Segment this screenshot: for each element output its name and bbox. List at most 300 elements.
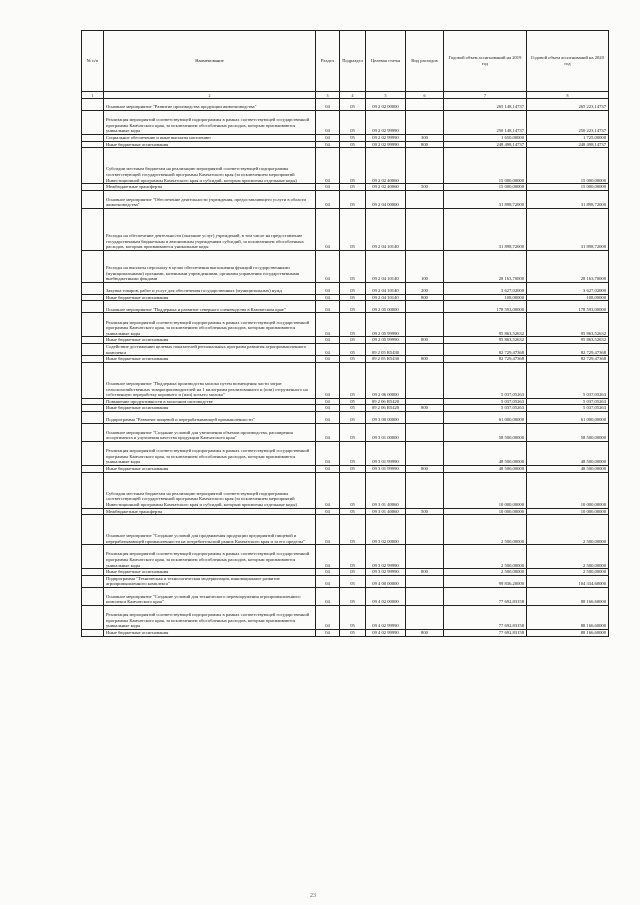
- cell-num: [82, 605, 104, 629]
- cell-razdel: 04: [316, 148, 340, 184]
- cell-num: [82, 569, 104, 576]
- table-row: [82, 111, 609, 135]
- cell-vid: [406, 301, 444, 313]
- cell-name: Иные бюджетные ассигнования: [104, 141, 316, 148]
- cell-vid: [406, 343, 444, 355]
- cell-sum2020: 58 500,00000: [527, 423, 609, 441]
- cell-sum2019: 82 729,47368: [444, 343, 527, 355]
- col-number: 1: [82, 92, 104, 99]
- cell-podrazdel: 05: [340, 356, 366, 363]
- cell-sum2019: 178 593,00000: [444, 301, 527, 313]
- table-row: [82, 294, 609, 301]
- cell-sum2020: 15 000,00000: [527, 148, 609, 184]
- cell-name: Подпрограмма "Развитие пищевой и перерабатывающей промышленности": [104, 411, 316, 423]
- cell-razdel: 04: [316, 508, 340, 515]
- cell-sum2019: 2 500,00000: [444, 545, 527, 569]
- table-row: [82, 405, 609, 412]
- cell-celevaya: 09 2 02 40060: [366, 184, 406, 191]
- cell-celevaya: 09 3 01 99990: [366, 441, 406, 465]
- cell-sum2020: 265 223,14737: [527, 99, 609, 111]
- cell-name: Основное мероприятие "Создание условий для увеличения объемов производства, расширения ассортимента и улучшения качества продукции Камчатского края": [104, 423, 316, 441]
- cell-razdel: 04: [316, 629, 340, 636]
- cell-num: [82, 337, 104, 344]
- cell-sum2020: 2 500,00000: [527, 545, 609, 569]
- cell-vid: 300: [406, 135, 444, 142]
- cell-razdel: 04: [316, 250, 340, 282]
- cell-name: Реализация мероприятий соответствующей подпрограммы в рамках соответствующей государственной программы Камчатского края, за исключением обособленных расходов, которым присваиваются уникальные коды: [104, 545, 316, 569]
- cell-sum2019: 250 148,14737: [444, 111, 527, 135]
- header-razdel: Раздел: [316, 31, 340, 92]
- cell-num: [82, 301, 104, 313]
- cell-num: [82, 148, 104, 184]
- cell-sum2019: 10 000,00000: [444, 472, 527, 508]
- cell-podrazdel: 05: [340, 313, 366, 337]
- table-body: [82, 99, 609, 637]
- table-row: [82, 141, 609, 148]
- col-number: 2: [104, 92, 316, 99]
- cell-vid: [406, 545, 444, 569]
- cell-sum2020: 2 500,00000: [527, 515, 609, 545]
- cell-sum2019: 82 729,47368: [444, 356, 527, 363]
- cell-podrazdel: 05: [340, 629, 366, 636]
- cell-celevaya: 09 3 02 00000: [366, 515, 406, 545]
- cell-name: Реализация мероприятий соответствующей подпрограммы в рамках соответствующей государственной программы Камчатского края, за исключением обособленных расходов, которым присваиваются уникальные коды: [104, 111, 316, 135]
- cell-celevaya: 09 3 01 99990: [366, 465, 406, 472]
- cell-sum2019: 2 500,00000: [444, 515, 527, 545]
- col-number: 7: [444, 92, 527, 99]
- cell-num: [82, 362, 104, 398]
- table-row: [82, 148, 609, 184]
- cell-sum2019: 15 000,00000: [444, 184, 527, 191]
- header-sum2019: Годовой объем ассигнований на 2019 год: [444, 31, 527, 92]
- cell-num: [82, 465, 104, 472]
- cell-podrazdel: 05: [340, 465, 366, 472]
- table-row: [82, 135, 609, 142]
- cell-num: [82, 423, 104, 441]
- cell-sum2019: 31 898,72000: [444, 208, 527, 250]
- cell-name: Основное мероприятие "Развитие производства продукции животноводства": [104, 99, 316, 111]
- cell-num: [82, 356, 104, 363]
- cell-sum2020: 5 037,05263: [527, 362, 609, 398]
- cell-sum2019: 77 692,83158: [444, 605, 527, 629]
- cell-sum2019: 95 863,52632: [444, 337, 527, 344]
- cell-vid: [406, 99, 444, 111]
- cell-num: [82, 587, 104, 605]
- cell-sum2020: 248 498,14737: [527, 141, 609, 148]
- cell-vid: 800: [406, 629, 444, 636]
- cell-podrazdel: 05: [340, 190, 366, 208]
- cell-num: [82, 111, 104, 135]
- table-row: [82, 343, 609, 355]
- table-row: [82, 605, 609, 629]
- cell-vid: 100: [406, 250, 444, 282]
- cell-sum2019: 77 692,83158: [444, 587, 527, 605]
- cell-num: [82, 135, 104, 142]
- cell-celevaya: 09 2 05 00000: [366, 301, 406, 313]
- cell-num: [82, 208, 104, 250]
- cell-sum2020: 178 593,00000: [527, 301, 609, 313]
- cell-vid: [406, 208, 444, 250]
- cell-razdel: 04: [316, 398, 340, 405]
- cell-razdel: 04: [316, 545, 340, 569]
- cell-sum2020: 15 000,00000: [527, 184, 609, 191]
- cell-vid: [406, 190, 444, 208]
- cell-celevaya: 09 3 01 40060: [366, 508, 406, 515]
- table-row: [82, 569, 609, 576]
- cell-razdel: 04: [316, 208, 340, 250]
- cell-celevaya: 09 2 02 99990: [366, 111, 406, 135]
- table-row: [82, 508, 609, 515]
- cell-sum2020: 31 898,72000: [527, 208, 609, 250]
- cell-razdel: 04: [316, 141, 340, 148]
- header-num: № п/п: [82, 31, 104, 92]
- cell-razdel: 04: [316, 190, 340, 208]
- cell-num: [82, 508, 104, 515]
- cell-razdel: 04: [316, 135, 340, 142]
- cell-sum2019: 5 037,05263: [444, 362, 527, 398]
- cell-name: Реализация мероприятий соответствующей подпрограммы в рамках соответствующей государственной программы Камчатского края, за исключением обособленных расходов, которым присваиваются уникальные коды: [104, 605, 316, 629]
- cell-celevaya: 09 2 04 10140: [366, 250, 406, 282]
- cell-num: [82, 398, 104, 405]
- cell-num: [82, 99, 104, 111]
- cell-celevaya: 09 4 02 99990: [366, 629, 406, 636]
- cell-celevaya: 09 4 02 99990: [366, 605, 406, 629]
- table-row: [82, 575, 609, 587]
- cell-name: Основное мероприятие "Поддержка производства молока путем возмещения части затрат сельскохозяйственных товаропроизводителей на 1 килограмм реализованного и (или) отгруженного на собственную переработку коровьего и (или) козьего молока": [104, 362, 316, 398]
- cell-podrazdel: 05: [340, 423, 366, 441]
- cell-razdel: 04: [316, 605, 340, 629]
- cell-sum2019: 248 498,14737: [444, 141, 527, 148]
- cell-razdel: 04: [316, 313, 340, 337]
- cell-podrazdel: 05: [340, 569, 366, 576]
- cell-vid: 800: [406, 569, 444, 576]
- cell-name: Иные бюджетные ассигнования: [104, 405, 316, 412]
- cell-sum2019: 1 650,00000: [444, 135, 527, 142]
- table-row: [82, 184, 609, 191]
- cell-celevaya: 09 2 04 00000: [366, 190, 406, 208]
- cell-celevaya: 09 3 02 99990: [366, 545, 406, 569]
- cell-podrazdel: 05: [340, 148, 366, 184]
- cell-celevaya: 09 2 06 R5420: [366, 405, 406, 412]
- cell-podrazdel: 05: [340, 362, 366, 398]
- cell-celevaya: 09 3 01 40060: [366, 472, 406, 508]
- cell-podrazdel: 05: [340, 135, 366, 142]
- cell-razdel: 04: [316, 294, 340, 301]
- cell-sum2020: 10 000,00000: [527, 508, 609, 515]
- cell-sum2020: 250 223,14737: [527, 111, 609, 135]
- cell-vid: 500: [406, 184, 444, 191]
- table-row: [82, 337, 609, 344]
- cell-sum2019: 48 500,00000: [444, 441, 527, 465]
- cell-celevaya: 09 2 02 40060: [366, 148, 406, 184]
- header-name: Наименование: [104, 31, 316, 92]
- cell-sum2020: 61 000,00000: [527, 411, 609, 423]
- cell-podrazdel: 05: [340, 405, 366, 412]
- cell-name: Основное мероприятие "Создание условий для технического перевооружения агропромышленного комплекса Камчатского края": [104, 587, 316, 605]
- cell-sum2020: 28 163,70000: [527, 250, 609, 282]
- cell-sum2019: 265 148,14737: [444, 99, 527, 111]
- cell-podrazdel: 05: [340, 575, 366, 587]
- cell-razdel: 04: [316, 111, 340, 135]
- cell-celevaya: 09 2 05 99990: [366, 337, 406, 344]
- cell-podrazdel: 05: [340, 472, 366, 508]
- cell-razdel: 04: [316, 184, 340, 191]
- cell-name: Межбюджетные трансферты: [104, 508, 316, 515]
- cell-num: [82, 575, 104, 587]
- cell-razdel: 04: [316, 515, 340, 545]
- cell-sum2020: 82 729,47368: [527, 343, 609, 355]
- cell-podrazdel: 05: [340, 111, 366, 135]
- cell-celevaya: 09 3 01 00000: [366, 423, 406, 441]
- col-number: 3: [316, 92, 340, 99]
- cell-razdel: 04: [316, 405, 340, 412]
- cell-name: Субсидии местным бюджетам на реализацию мероприятий соответствующей подпрограммы соответствующей государственной программы Камчатского края (за исключением мероприятий Инвестиционной программы Камчатского края и субсидий, которым присвоены отдельные коды): [104, 148, 316, 184]
- table-row: [82, 208, 609, 250]
- cell-sum2019: 95 863,52632: [444, 313, 527, 337]
- cell-podrazdel: 05: [340, 337, 366, 344]
- cell-razdel: 04: [316, 441, 340, 465]
- cell-celevaya: 09 4 02 00000: [366, 587, 406, 605]
- page-number: 23: [310, 893, 316, 899]
- cell-celevaya: 09 2 06 00000: [366, 362, 406, 398]
- cell-sum2020: 31 898,72000: [527, 190, 609, 208]
- cell-celevaya: 09 2 04 10140: [366, 294, 406, 301]
- cell-vid: [406, 111, 444, 135]
- cell-podrazdel: 05: [340, 605, 366, 629]
- table-row: [82, 629, 609, 636]
- cell-num: [82, 184, 104, 191]
- cell-podrazdel: 05: [340, 508, 366, 515]
- cell-vid: [406, 575, 444, 587]
- cell-name: Основное мероприятие "Поддержка и развитие северного оленеводства в Камчатском крае": [104, 301, 316, 313]
- cell-razdel: 04: [316, 587, 340, 605]
- cell-name: Основное мероприятие "Создание условий для продвижения продукции предприятий пищевой и перерабатывающей промышленности на потребительский рынок Камчатского края и за его пределы": [104, 515, 316, 545]
- cell-sum2019: 61 000,00000: [444, 411, 527, 423]
- cell-vid: [406, 148, 444, 184]
- cell-sum2019: 99 836,20000: [444, 575, 527, 587]
- table-row: [82, 545, 609, 569]
- cell-sum2020: 108,00000: [527, 294, 609, 301]
- cell-celevaya: 09 2 05 R5430: [366, 343, 406, 355]
- cell-vid: 800: [406, 465, 444, 472]
- cell-name: Социальное обеспечение и иные выплаты населению: [104, 135, 316, 142]
- cell-podrazdel: 05: [340, 99, 366, 111]
- cell-vid: 800: [406, 356, 444, 363]
- cell-name: Межбюджетные трансферты: [104, 184, 316, 191]
- header-sum2020: Годовой объем ассигнований на 2020 год: [527, 31, 609, 92]
- cell-name: Реализация мероприятий соответствующей подпрограммы в рамках соответствующей государственной программы Камчатского края, за исключением обособленных расходов, которым присваиваются уникальные коды: [104, 441, 316, 465]
- cell-vid: 800: [406, 141, 444, 148]
- cell-sum2019: 48 500,00000: [444, 465, 527, 472]
- cell-name: Закупка товаров, работ и услуг для обеспечения государственных (муниципальных) нужд: [104, 282, 316, 294]
- cell-celevaya: 09 2 05 99990: [366, 313, 406, 337]
- cell-sum2019: 77 692,83158: [444, 629, 527, 636]
- cell-sum2020: 88 166,60000: [527, 605, 609, 629]
- cell-sum2020: 5 037,05263: [527, 405, 609, 412]
- cell-vid: [406, 441, 444, 465]
- cell-podrazdel: 05: [340, 398, 366, 405]
- table-row: [82, 465, 609, 472]
- cell-vid: 800: [406, 337, 444, 344]
- cell-sum2020: 48 500,00000: [527, 465, 609, 472]
- cell-podrazdel: 05: [340, 587, 366, 605]
- cell-num: [82, 441, 104, 465]
- cell-vid: [406, 411, 444, 423]
- cell-sum2019: 28 163,70000: [444, 250, 527, 282]
- cell-name: Содействие достижению целевых показателей региональных программ развития агропромышленного комплекса: [104, 343, 316, 355]
- cell-celevaya: 09 2 04 10140: [366, 208, 406, 250]
- cell-num: [82, 313, 104, 337]
- cell-vid: [406, 362, 444, 398]
- column-number-row: [82, 92, 609, 99]
- cell-num: [82, 250, 104, 282]
- table-row: [82, 515, 609, 545]
- table-row: [82, 301, 609, 313]
- cell-razdel: 04: [316, 362, 340, 398]
- cell-vid: 800: [406, 405, 444, 412]
- cell-podrazdel: 05: [340, 141, 366, 148]
- cell-num: [82, 629, 104, 636]
- cell-num: [82, 405, 104, 412]
- cell-name: Основное мероприятие "Обеспечение деятельности учреждения, предоставляющего услуги в области животноводства": [104, 190, 316, 208]
- cell-podrazdel: 05: [340, 411, 366, 423]
- cell-vid: [406, 515, 444, 545]
- cell-razdel: 04: [316, 569, 340, 576]
- cell-podrazdel: 05: [340, 294, 366, 301]
- cell-celevaya: 09 3 02 99990: [366, 569, 406, 576]
- cell-vid: [406, 423, 444, 441]
- cell-sum2019: 5 037,05263: [444, 405, 527, 412]
- cell-name: Иные бюджетные ассигнования: [104, 356, 316, 363]
- cell-name: Иные бюджетные ассигнования: [104, 465, 316, 472]
- cell-celevaya: 09 4 00 00000: [366, 575, 406, 587]
- cell-sum2020: 10 000,00000: [527, 472, 609, 508]
- cell-vid: 200: [406, 282, 444, 294]
- cell-razdel: 04: [316, 465, 340, 472]
- cell-podrazdel: 05: [340, 208, 366, 250]
- cell-vid: [406, 587, 444, 605]
- col-number: 6: [406, 92, 444, 99]
- cell-podrazdel: 05: [340, 184, 366, 191]
- cell-sum2020: 95 863,52632: [527, 313, 609, 337]
- table-row: [82, 423, 609, 441]
- table-row: [82, 587, 609, 605]
- cell-razdel: 04: [316, 343, 340, 355]
- cell-name: Расходы на обеспечение деятельности (оказание услуг) учреждений, в том числе на предоставление государственным бюджетным и автономным учреждениям субсидий, за исключением обособленных расходов, которым присваиваются уникальные коды: [104, 208, 316, 250]
- cell-sum2019: 10 000,00000: [444, 508, 527, 515]
- cell-name: Иные бюджетные ассигнования: [104, 629, 316, 636]
- table-row: [82, 362, 609, 398]
- cell-vid: [406, 605, 444, 629]
- cell-vid: 500: [406, 508, 444, 515]
- cell-podrazdel: 05: [340, 301, 366, 313]
- cell-razdel: 04: [316, 301, 340, 313]
- cell-num: [82, 343, 104, 355]
- cell-celevaya: 09 2 02 99990: [366, 135, 406, 142]
- cell-sum2020: 82 729,47368: [527, 356, 609, 363]
- cell-sum2019: 3 627,02000: [444, 282, 527, 294]
- table-row: [82, 411, 609, 423]
- table-row: [82, 441, 609, 465]
- table-row: [82, 190, 609, 208]
- cell-sum2019: 15 000,00000: [444, 148, 527, 184]
- cell-sum2019: 31 898,72000: [444, 190, 527, 208]
- table-row: [82, 398, 609, 405]
- cell-podrazdel: 05: [340, 343, 366, 355]
- table-header-row: [82, 31, 609, 92]
- cell-podrazdel: 05: [340, 441, 366, 465]
- cell-vid: 800: [406, 294, 444, 301]
- cell-podrazdel: 05: [340, 545, 366, 569]
- cell-sum2019: 2 500,00000: [444, 569, 527, 576]
- cell-celevaya: 09 2 02 99990: [366, 141, 406, 148]
- cell-name: Субсидии местным бюджетам на реализацию мероприятий соответствующей подпрограммы соответствующей государственной программы Камчатского края (за исключением мероприятий Инвестиционной программы Камчатского края и субсидий, которым присвоены отдельные коды): [104, 472, 316, 508]
- cell-razdel: 04: [316, 411, 340, 423]
- cell-razdel: 04: [316, 423, 340, 441]
- cell-podrazdel: 05: [340, 282, 366, 294]
- cell-name: Реализация мероприятий соответствующей подпрограммы в рамках соответствующей государственной программы Камчатского края, за исключением обособленных расходов, которым присваиваются уникальные коды: [104, 313, 316, 337]
- col-number: 4: [340, 92, 366, 99]
- cell-celevaya: 09 3 00 00000: [366, 411, 406, 423]
- cell-num: [82, 282, 104, 294]
- cell-celevaya: 09 2 05 R5430: [366, 356, 406, 363]
- cell-razdel: 04: [316, 337, 340, 344]
- col-number: 5: [366, 92, 406, 99]
- cell-sum2020: 95 863,52632: [527, 337, 609, 344]
- cell-sum2020: 88 166,60000: [527, 587, 609, 605]
- cell-num: [82, 141, 104, 148]
- cell-razdel: 04: [316, 282, 340, 294]
- cell-sum2019: 108,00000: [444, 294, 527, 301]
- table-row: [82, 282, 609, 294]
- cell-sum2020: 2 500,00000: [527, 569, 609, 576]
- cell-sum2020: 104 334,60000: [527, 575, 609, 587]
- table-row: [82, 356, 609, 363]
- cell-vid: [406, 472, 444, 508]
- cell-vid: [406, 313, 444, 337]
- budget-table: [81, 30, 609, 637]
- cell-num: [82, 411, 104, 423]
- cell-num: [82, 545, 104, 569]
- cell-sum2020: 3 627,02000: [527, 282, 609, 294]
- cell-sum2020: 5 037,05263: [527, 398, 609, 405]
- cell-podrazdel: 05: [340, 515, 366, 545]
- cell-sum2020: 88 166,60000: [527, 629, 609, 636]
- cell-sum2020: 48 500,00000: [527, 441, 609, 465]
- table-row: [82, 250, 609, 282]
- cell-name: Расходы на выплаты персоналу в целях обеспечения выполнения функций государственными (муниципальными) органами, казенными учреждениями, органами управления государственными внебюджетными фондами: [104, 250, 316, 282]
- cell-name: Повышение продуктивности в молочном скотоводстве: [104, 398, 316, 405]
- cell-vid: [406, 398, 444, 405]
- cell-name: Иные бюджетные ассигнования: [104, 569, 316, 576]
- header-celevaya: Целевая статья: [366, 31, 406, 92]
- cell-razdel: 04: [316, 575, 340, 587]
- cell-celevaya: 09 2 06 R5420: [366, 398, 406, 405]
- cell-sum2019: 5 037,05263: [444, 398, 527, 405]
- header-vid: Вид расходов: [406, 31, 444, 92]
- table-row: [82, 99, 609, 111]
- cell-celevaya: 09 2 02 00000: [366, 99, 406, 111]
- cell-sum2019: 58 500,00000: [444, 423, 527, 441]
- cell-sum2020: 1 725,00000: [527, 135, 609, 142]
- cell-name: Иные бюджетные ассигнования: [104, 337, 316, 344]
- cell-razdel: 04: [316, 472, 340, 508]
- cell-name: Подпрограмма "Техническая и технологическая модернизация, инновационное развитие агропромышленного комплекса": [104, 575, 316, 587]
- cell-num: [82, 515, 104, 545]
- cell-num: [82, 190, 104, 208]
- cell-num: [82, 294, 104, 301]
- cell-name: Иные бюджетные ассигнования: [104, 294, 316, 301]
